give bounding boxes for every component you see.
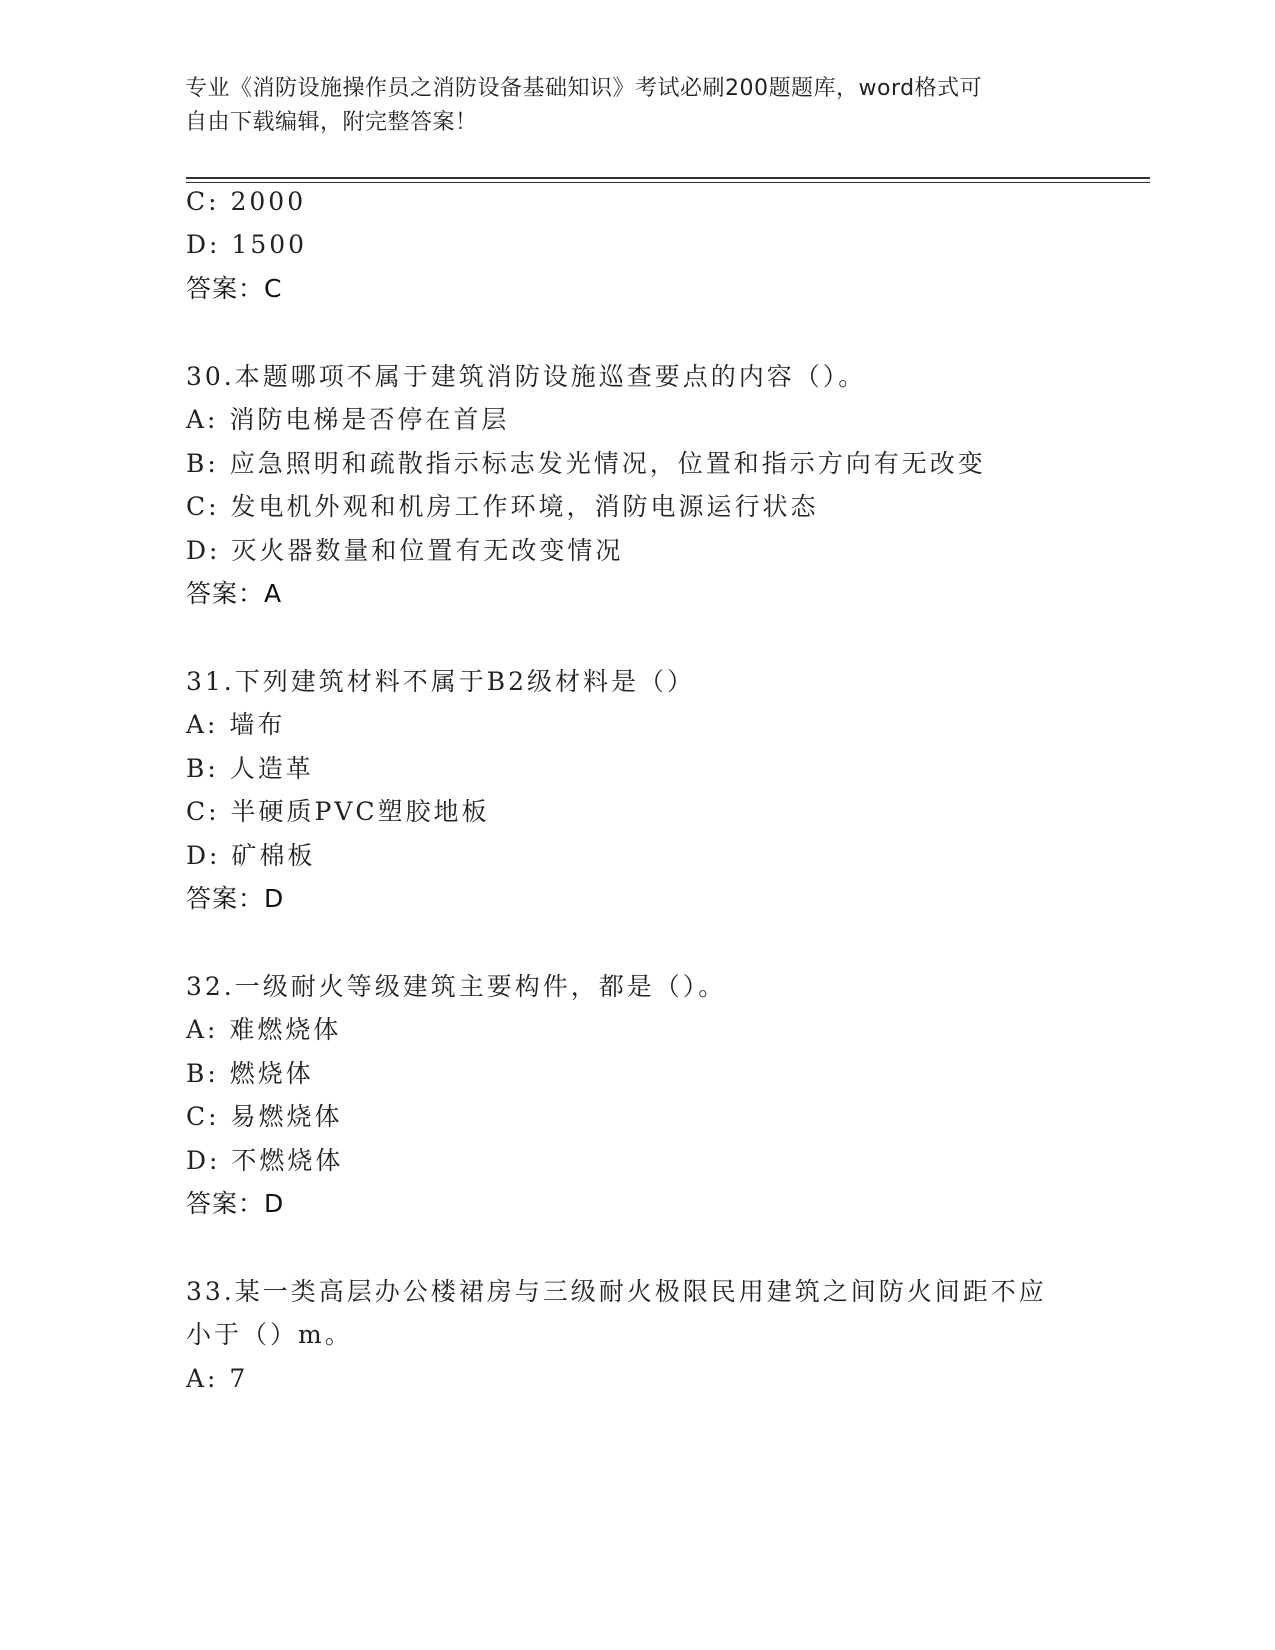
question-31-option-b: B: 人造革 <box>186 754 314 783</box>
question-31-option-d: D: 矿棉板 <box>186 841 316 870</box>
header-line-2: 自由下载编辑，附完整答案！ <box>185 110 478 135</box>
question-33: 33.某一类高层办公楼裙房与三级耐火极限民用建筑之间防火间距不应 <box>186 1277 1047 1306</box>
question-33-option-a: A: 7 <box>186 1364 249 1393</box>
header-line-1: 专业《消防设施操作员之消防设备基础知识》考试必刷200题题库，word格式可 <box>185 76 983 101</box>
question-32-option-d: D: 不燃烧体 <box>186 1146 344 1175</box>
question-32-option-c: C: 易燃烧体 <box>186 1102 343 1131</box>
question-32-option-a: A: 难燃烧体 <box>186 1015 342 1044</box>
answer-30: 答案：A <box>186 579 283 608</box>
option-c: C: 2000 <box>186 187 307 216</box>
question-30-option-a: A: 消防电梯是否停在首层 <box>186 405 510 434</box>
option-d: D: 1500 <box>186 230 308 259</box>
question-31-option-a: A: 墙布 <box>186 710 286 739</box>
question-30-option-d: D: 灭火器数量和位置有无改变情况 <box>186 536 624 565</box>
question-30: 30.本题哪项不属于建筑消防设施巡查要点的内容（）。 <box>186 362 867 391</box>
question-31: 31.下列建筑材料不属于B2级材料是（） <box>186 667 696 696</box>
question-31-option-c: C: 半硬质PVC塑胶地板 <box>186 797 490 826</box>
answer-29: 答案：C <box>186 274 283 303</box>
question-30-option-c: C: 发电机外观和机房工作环境，消防电源运行状态 <box>186 492 819 521</box>
question-30-option-b: B: 应急照明和疏散指示标志发光情况，位置和指示方向有无改变 <box>186 449 986 478</box>
question-33-continued: 小于（）m。 <box>186 1320 353 1349</box>
document-header <box>185 72 1065 140</box>
question-32-option-b: B: 燃烧体 <box>186 1059 314 1088</box>
answer-32: 答案：D <box>186 1189 285 1218</box>
question-32: 32.一级耐火等级建筑主要构件，都是（）。 <box>186 972 727 1001</box>
header-divider <box>186 177 1150 183</box>
answer-31: 答案：D <box>186 884 285 913</box>
